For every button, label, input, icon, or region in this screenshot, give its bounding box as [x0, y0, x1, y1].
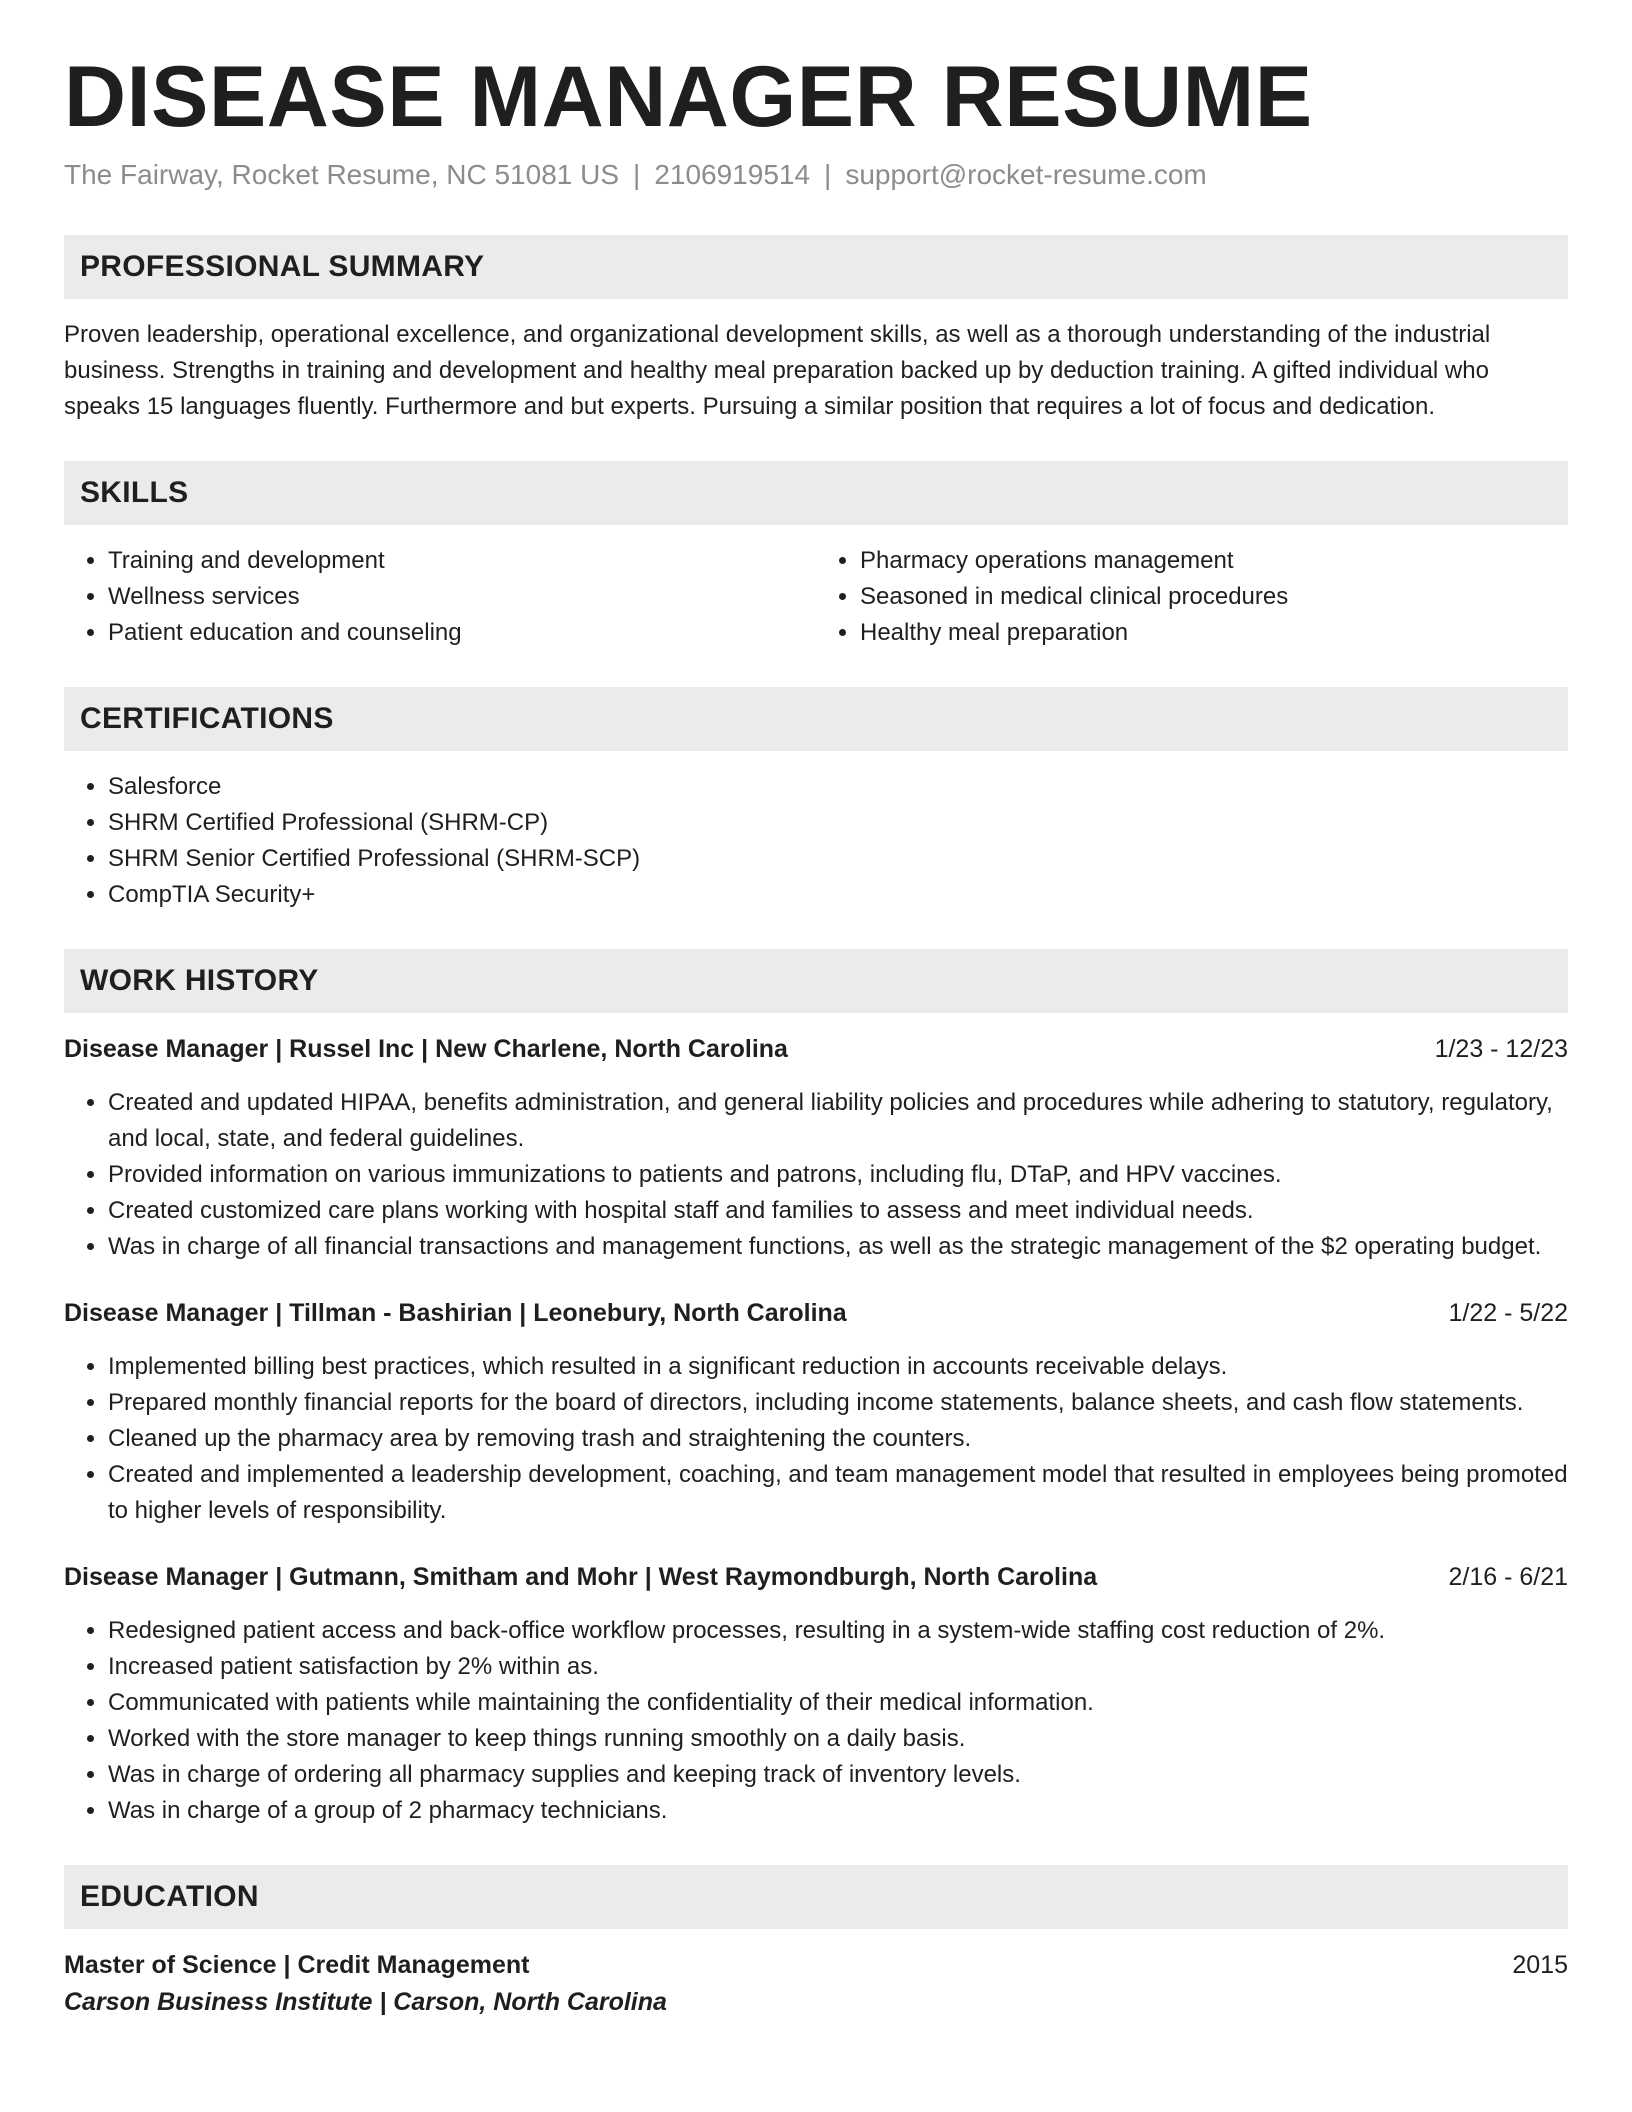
job-header: [64, 1559, 1568, 1595]
skill-item: • Pharmacy operations management: [860, 543, 1568, 579]
job-bullet: • Provided information on various immunizations to patients and patrons, including flu, DTaP, and HPV vaccines.: [108, 1157, 1568, 1193]
job-bullet: • Cleaned up the pharmacy area by removing trash and straightening the counters.: [108, 1421, 1568, 1457]
skill-item: • Training and development: [108, 543, 816, 579]
section-header-summary: PROFESSIONAL SUMMARY: [64, 235, 1568, 299]
section-header-work-history: WORK HISTORY: [64, 949, 1568, 1013]
contact-separator: |: [824, 158, 832, 190]
job-header: [64, 1295, 1568, 1331]
contact-separator: |: [633, 158, 641, 190]
skills-column-left: [64, 543, 816, 651]
education-header: [64, 1947, 1568, 1983]
skill-item: • Wellness services: [108, 579, 816, 615]
section-header-skills: SKILLS: [64, 461, 1568, 525]
job-bullet: • Prepared monthly financial reports for the board of directors, including income statements, balance sheets, and cash flow statements.: [108, 1385, 1568, 1421]
certification-item: • Salesforce: [108, 769, 1568, 805]
job-header: [64, 1031, 1568, 1067]
certification-item: • CompTIA Security+: [108, 877, 1568, 913]
job-entry: [64, 1295, 1568, 1529]
resume-title: DISEASE MANAGER RESUME: [64, 49, 1313, 145]
job-dates: 1/22 - 5/22: [1448, 1298, 1568, 1327]
job-bullet: • Created customized care plans working with hospital staff and families to assess and meet individual needs.: [108, 1193, 1568, 1229]
job-dates: 1/23 - 12/23: [1434, 1034, 1568, 1063]
contact-phone: 2106919514: [654, 158, 811, 190]
skill-item: • Healthy meal preparation: [860, 615, 1568, 651]
education-year: 2015: [1512, 1950, 1568, 1979]
job-heading: Disease Manager | Gutmann, Smitham and Mohr | West Raymondburgh, North Carolina: [64, 1562, 1098, 1591]
job-bullet: • Was in charge of ordering all pharmacy supplies and keeping track of inventory levels.: [108, 1757, 1568, 1793]
certification-item: • SHRM Certified Professional (SHRM-CP): [108, 805, 1568, 841]
job-bullets: [64, 1613, 1568, 1829]
education-degree: Master of Science | Credit Management: [64, 1950, 530, 1979]
section-header-certifications: CERTIFICATIONS: [64, 687, 1568, 751]
job-bullet: • Created and updated HIPAA, benefits administration, and general liability policies and procedures while adhering to statutory, regulatory, and local, state, and federal guidelines.: [108, 1085, 1568, 1157]
contact-email: support@rocket-resume.com: [845, 158, 1207, 190]
certification-item: • SHRM Senior Certified Professional (SHRM-SCP): [108, 841, 1568, 877]
job-bullet: • Increased patient satisfaction by 2% within as.: [108, 1649, 1568, 1685]
education-school: Carson Business Institute | Carson, North Carolina: [64, 1987, 667, 2016]
job-bullet: • Created and implemented a leadership development, coaching, and team management model that resulted in employees being promoted to higher levels of responsibility.: [108, 1457, 1568, 1529]
contact-address: The Fairway, Rocket Resume, NC 51081 US: [64, 158, 620, 190]
job-bullet: • Was in charge of a group of 2 pharmacy technicians.: [108, 1793, 1568, 1829]
job-bullet: • Communicated with patients while maintaining the confidentiality of their medical information.: [108, 1685, 1568, 1721]
job-bullet: • Worked with the store manager to keep things running smoothly on a daily basis.: [108, 1721, 1568, 1757]
job-dates: 2/16 - 6/21: [1448, 1562, 1568, 1591]
contact-line: [64, 157, 1568, 193]
certifications-list: [64, 769, 1568, 913]
job-heading: Disease Manager | Tillman - Bashirian | Leonebury, North Carolina: [64, 1298, 847, 1327]
job-bullet: • Redesigned patient access and back-office workflow processes, resulting in a system-wide staffing cost reduction of 2%.: [108, 1613, 1568, 1649]
skill-item: • Patient education and counseling: [108, 615, 816, 651]
job-bullet: • Was in charge of all financial transactions and management functions, as well as the strategic management of the $2 operating budget.: [108, 1229, 1568, 1265]
skills-column-right: [816, 543, 1568, 651]
skills-list: [64, 543, 1568, 651]
skill-item: • Seasoned in medical clinical procedures: [860, 579, 1568, 615]
job-bullet: • Implemented billing best practices, which resulted in a significant reduction in accounts receivable delays.: [108, 1349, 1568, 1385]
summary-text: Proven leadership, operational excellence, and organizational development skills, as well as a thorough understanding of the industrial business. Strengths in training and development and healthy meal preparation backed up by deduction training. A gifted individual who speaks 15 languages fluently. Furthermore and but experts. Pursuing a similar position that requires a lot of focus and dedication.: [64, 320, 1491, 420]
job-entry: [64, 1031, 1568, 1265]
job-heading: Disease Manager | Russel Inc | New Charlene, North Carolina: [64, 1034, 788, 1063]
job-bullets: [64, 1349, 1568, 1529]
job-bullets: [64, 1085, 1568, 1265]
section-header-education: EDUCATION: [64, 1865, 1568, 1929]
job-entry: [64, 1559, 1568, 1829]
